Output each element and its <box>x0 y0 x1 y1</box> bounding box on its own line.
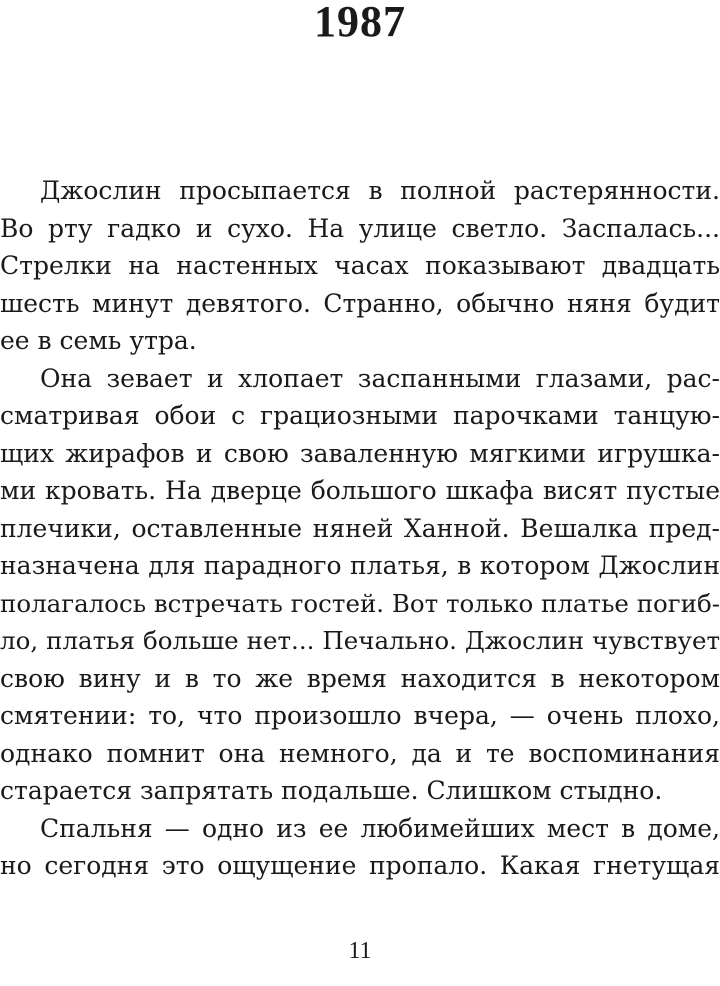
text-line: но сегодня это ощущение пропало. Какая гнетущая <box>0 851 720 880</box>
chapter-title: 1987 <box>314 0 406 46</box>
text-line: шесть минут девятого. Странно, обычно няня будит <box>0 288 720 318</box>
text-line: сматривая обои с грациозными парочками танцую- <box>0 401 720 430</box>
text-line: Спальня — одно из ее любимейших мест в доме, <box>40 813 720 843</box>
text-line: Она зевает и хлопает заспанными глазами, рас- <box>40 363 720 393</box>
text-line: Джослин просыпается в полной растерянности. <box>40 176 720 205</box>
text-line: плечики, оставленные няней Ханной. Вешалка пред- <box>0 513 720 543</box>
text-line: полагалось встречать гостей. Вот только платье погиб- <box>0 588 720 618</box>
text-line: свою вину и в то же время находится в некотором <box>0 663 720 693</box>
text-line: назначена для парадного платья, в котором Джослин <box>0 551 720 580</box>
body-text <box>0 172 720 885</box>
text-line: ее в семь утра. <box>0 326 197 355</box>
text-line: ло, платья больше нет... Печально. Джослин чувствует <box>0 626 720 655</box>
text-line: старается запрятать подальше. Слишком стыдно. <box>0 776 663 805</box>
text-line: щих жирафов и свою заваленную мягкими игрушка- <box>0 438 720 468</box>
paragraph-2 <box>0 360 720 810</box>
page-number: 11 <box>348 938 372 964</box>
text-line: Стрелки на настенных часах показывают двадцать <box>0 251 720 280</box>
text-line: ми кровать. На дверце большого шкафа висят пустые <box>0 476 720 505</box>
text-line: смятении: то, что произошло вчера, — очень плохо, <box>0 701 720 730</box>
paragraph-3 <box>0 810 720 885</box>
text-line: Во рту гадко и сухо. На улице светло. Заспалась... <box>0 213 720 243</box>
paragraph-1 <box>0 172 720 360</box>
text-line: однако помнит она немного, да и те воспоминания <box>0 738 720 768</box>
